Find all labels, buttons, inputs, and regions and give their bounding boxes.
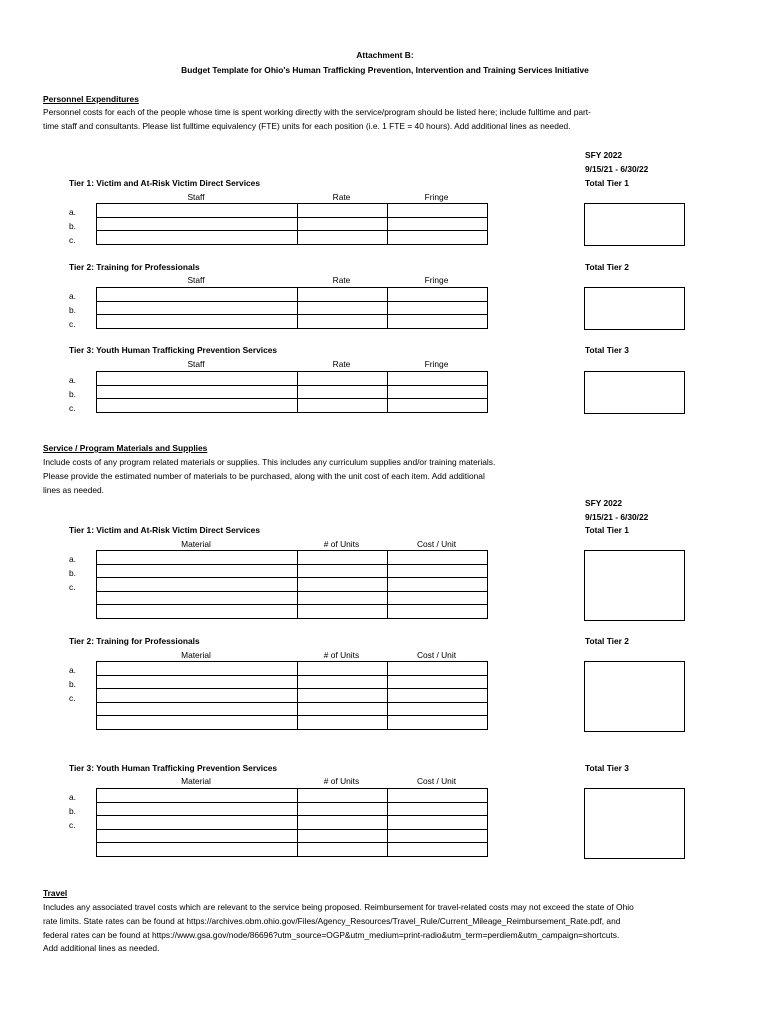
col-units: # of Units [323, 776, 360, 786]
materials-heading: Service / Program Materials and Supplies [43, 443, 208, 453]
personnel-heading: Personnel Expenditures [43, 94, 139, 104]
table-row [97, 385, 488, 399]
row-label-a: a. [69, 792, 76, 802]
cost-cell[interactable] [388, 802, 488, 816]
units-cell[interactable] [298, 564, 388, 578]
units-cell[interactable] [298, 689, 388, 703]
row-label-c: c. [69, 693, 76, 703]
material-cell[interactable] [97, 789, 298, 803]
cost-cell[interactable] [388, 816, 488, 830]
material-cell[interactable] [97, 716, 298, 730]
cost-cell[interactable] [388, 551, 488, 565]
title-line-2: Budget Template for Ohio's Human Trafficking Prevention, Intervention and Training Services Initiative [181, 65, 589, 75]
row-label-b: b. [69, 679, 76, 689]
table-row [97, 702, 488, 716]
material-cell[interactable] [97, 578, 298, 592]
table-row [97, 816, 488, 830]
rate-cell[interactable] [298, 372, 388, 386]
materials-tier2-total-box[interactable] [584, 661, 685, 732]
rate-cell[interactable] [298, 288, 388, 302]
row-labels [69, 552, 76, 594]
staff-cell[interactable] [97, 399, 298, 413]
personnel-tier2-label: Tier 2: Training for Professionals [69, 262, 200, 272]
rate-cell[interactable] [298, 204, 388, 218]
materials-tier2-label: Tier 2: Training for Professionals [69, 636, 200, 646]
material-cell[interactable] [97, 675, 298, 689]
rate-cell[interactable] [298, 399, 388, 413]
rate-cell[interactable] [298, 315, 388, 329]
table-row [97, 591, 488, 605]
units-cell[interactable] [298, 789, 388, 803]
col-cost: Cost / Unit [416, 650, 457, 660]
personnel-tier2-total-label: Total Tier 2 [585, 262, 629, 272]
personnel-desc-line-2: time staff and consultants. Please list fulltime equivalency (FTE) units for each position (i.e. 1 FTE = 40 hours). Add additional lines as needed. [43, 120, 571, 131]
fringe-cell[interactable] [388, 231, 488, 245]
staff-cell[interactable] [97, 231, 298, 245]
staff-cell[interactable] [97, 288, 298, 302]
table-row [97, 716, 488, 730]
fringe-cell[interactable] [388, 372, 488, 386]
material-cell[interactable] [97, 564, 298, 578]
materials-tier3-table [96, 788, 488, 857]
table-row [97, 843, 488, 857]
row-label-c: c. [69, 403, 76, 413]
table-row [97, 829, 488, 843]
row-label-b: b. [69, 806, 76, 816]
materials-tier1-total-box[interactable] [584, 550, 685, 621]
personnel-tier2-table [96, 287, 488, 329]
cost-cell[interactable] [388, 591, 488, 605]
personnel-description [43, 106, 733, 134]
cost-cell[interactable] [388, 789, 488, 803]
sfy-year: SFY 2022 [585, 498, 623, 508]
table-row [97, 231, 488, 245]
travel-desc-line-1: Includes any associated travel costs which are relevant to the service being proposed. Reimbursement for travel-related costs may not exceed the state of Ohio [43, 902, 634, 912]
col-units: # of Units [323, 650, 360, 660]
units-cell[interactable] [298, 605, 388, 619]
col-rate: Rate [332, 359, 351, 369]
units-cell[interactable] [298, 716, 388, 730]
table-row [97, 605, 488, 619]
cost-cell[interactable] [388, 843, 488, 857]
rate-cell[interactable] [298, 231, 388, 245]
table-row [97, 564, 488, 578]
travel-desc-line-4: Add additional lines as needed. [43, 943, 160, 954]
material-cell[interactable] [97, 551, 298, 565]
fringe-cell[interactable] [388, 399, 488, 413]
row-label-a: a. [69, 207, 76, 217]
units-cell[interactable] [298, 578, 388, 592]
materials-tier1-label: Tier 1: Victim and At-Risk Victim Direct Services [69, 525, 261, 535]
material-cell[interactable] [97, 843, 298, 857]
fringe-cell[interactable] [388, 217, 488, 231]
material-cell[interactable] [97, 829, 298, 843]
col-cost: Cost / Unit [416, 776, 457, 786]
row-label-b: b. [69, 305, 76, 315]
personnel-desc-line-1: Personnel costs for each of the people whose time is spent working directly with the service/program should be listed here; include fulltime and part- [43, 107, 591, 117]
materials-desc-line-1: Include costs of any program related materials or supplies. This includes any curriculum supplies and/or training materials. [43, 457, 496, 467]
staff-cell[interactable] [97, 315, 298, 329]
col-fringe: Fringe [424, 275, 449, 285]
personnel-tier1-table [96, 203, 488, 245]
materials-desc-line-2: Please provide the estimated number of materials to be purchased, along with the unit cost of each item. Add additional [43, 470, 485, 481]
table-row [97, 301, 488, 315]
table-row [97, 689, 488, 703]
table-row [97, 675, 488, 689]
row-label-c: c. [69, 319, 76, 329]
table-row [97, 288, 488, 302]
staff-cell[interactable] [97, 217, 298, 231]
materials-tier2-total-label: Total Tier 2 [585, 636, 629, 646]
sfy-range: 9/15/21 - 6/30/22 [585, 164, 649, 174]
materials-sfy [585, 496, 648, 524]
travel-description [43, 901, 743, 956]
material-cell[interactable] [97, 689, 298, 703]
personnel-tier1-label: Tier 1: Victim and At-Risk Victim Direct Services [69, 178, 261, 188]
row-labels [69, 205, 76, 247]
materials-desc-line-3: lines as needed. [43, 484, 104, 495]
cost-cell[interactable] [388, 605, 488, 619]
table-row [97, 315, 488, 329]
title-line-1: Attachment B: [356, 50, 414, 60]
personnel-tier3-total-label: Total Tier 3 [585, 345, 629, 355]
cost-cell[interactable] [388, 702, 488, 716]
materials-tier2-table [96, 661, 488, 730]
personnel-tier2-total-box[interactable] [584, 287, 685, 330]
units-cell[interactable] [298, 675, 388, 689]
row-label-a: a. [69, 665, 76, 675]
fringe-cell[interactable] [388, 301, 488, 315]
table-row [97, 662, 488, 676]
col-rate: Rate [332, 275, 351, 285]
row-labels [69, 289, 76, 331]
sfy-range: 9/15/21 - 6/30/22 [585, 512, 649, 522]
rate-cell[interactable] [298, 301, 388, 315]
row-label-b: b. [69, 568, 76, 578]
row-label-c: c. [69, 582, 76, 592]
row-label-a: a. [69, 291, 76, 301]
table-row [97, 399, 488, 413]
units-cell[interactable] [298, 551, 388, 565]
materials-tier1-table [96, 550, 488, 619]
col-cost: Cost / Unit [416, 539, 457, 549]
col-material: Material [181, 539, 211, 549]
table-row [97, 372, 488, 386]
cost-cell[interactable] [388, 689, 488, 703]
rate-cell[interactable] [298, 385, 388, 399]
row-label-b: b. [69, 221, 76, 231]
material-cell[interactable] [97, 605, 298, 619]
units-cell[interactable] [298, 702, 388, 716]
material-cell[interactable] [97, 662, 298, 676]
col-rate: Rate [332, 192, 351, 202]
col-units: # of Units [323, 539, 360, 549]
row-labels [69, 790, 76, 832]
row-labels [69, 663, 76, 705]
units-cell[interactable] [298, 843, 388, 857]
document-title [0, 50, 770, 75]
fringe-cell[interactable] [388, 385, 488, 399]
personnel-tier3-label: Tier 3: Youth Human Trafficking Prevention Services [69, 345, 278, 355]
col-staff: Staff [187, 275, 205, 285]
table-row [97, 551, 488, 565]
staff-cell[interactable] [97, 372, 298, 386]
cost-cell[interactable] [388, 675, 488, 689]
fringe-cell[interactable] [388, 315, 488, 329]
materials-description [43, 456, 563, 497]
col-fringe: Fringe [424, 359, 449, 369]
material-cell[interactable] [97, 802, 298, 816]
materials-tier3-total-label: Total Tier 3 [585, 763, 629, 773]
material-cell[interactable] [97, 816, 298, 830]
material-cell[interactable] [97, 702, 298, 716]
fringe-cell[interactable] [388, 288, 488, 302]
units-cell[interactable] [298, 802, 388, 816]
row-label-c: c. [69, 820, 76, 830]
materials-tier1-total-label: Total Tier 1 [585, 525, 629, 535]
cost-cell[interactable] [388, 564, 488, 578]
personnel-tier1-total-box[interactable] [584, 203, 685, 246]
staff-cell[interactable] [97, 301, 298, 315]
cost-cell[interactable] [388, 662, 488, 676]
col-material: Material [181, 776, 211, 786]
material-cell[interactable] [97, 591, 298, 605]
units-cell[interactable] [298, 662, 388, 676]
units-cell[interactable] [298, 829, 388, 843]
cost-cell[interactable] [388, 716, 488, 730]
table-row [97, 204, 488, 218]
staff-cell[interactable] [97, 204, 298, 218]
travel-desc-line-3: federal rates can be found at https://www.gsa.gov/node/86696?utm_source=OGP&utm_medium=print-radio&utm_term=perdiem&utm_campaign=shortcuts. [43, 929, 620, 940]
materials-tier3-total-box[interactable] [584, 788, 685, 859]
personnel-tier3-table [96, 371, 488, 413]
row-label-c: c. [69, 235, 76, 245]
staff-cell[interactable] [97, 385, 298, 399]
travel-heading: Travel [43, 888, 68, 898]
personnel-tier1-total-label: Total Tier 1 [585, 178, 629, 188]
row-label-b: b. [69, 389, 76, 399]
col-material: Material [181, 650, 211, 660]
travel-desc-line-2: rate limits. State rates can be found at https://archives.obm.ohio.gov/Files/Agency_Resources/Travel_Rule/Current_Mileage_Reimbursement_Rate.pdf, and [43, 915, 621, 926]
materials-tier3-label: Tier 3: Youth Human Trafficking Prevention Services [69, 763, 278, 773]
personnel-sfy [585, 148, 648, 176]
table-row [97, 789, 488, 803]
cost-cell[interactable] [388, 829, 488, 843]
row-labels [69, 373, 76, 415]
cost-cell[interactable] [388, 578, 488, 592]
col-fringe: Fringe [424, 192, 449, 202]
row-label-a: a. [69, 554, 76, 564]
sfy-year: SFY 2022 [585, 150, 623, 160]
units-cell[interactable] [298, 591, 388, 605]
units-cell[interactable] [298, 816, 388, 830]
table-row [97, 217, 488, 231]
fringe-cell[interactable] [388, 204, 488, 218]
col-staff: Staff [187, 359, 205, 369]
table-row [97, 578, 488, 592]
row-label-a: a. [69, 375, 76, 385]
table-row [97, 802, 488, 816]
col-staff: Staff [187, 192, 205, 202]
personnel-tier3-total-box[interactable] [584, 371, 685, 414]
rate-cell[interactable] [298, 217, 388, 231]
